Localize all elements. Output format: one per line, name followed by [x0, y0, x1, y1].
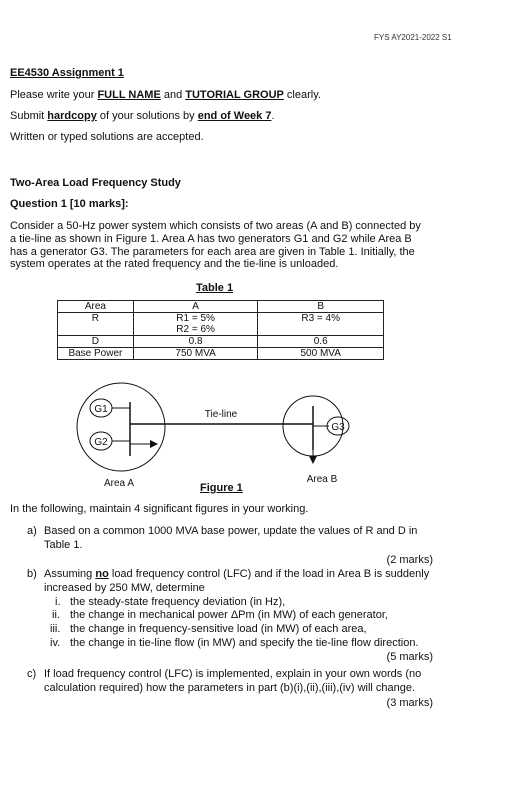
text: Assuming [44, 568, 96, 580]
table-row [58, 301, 384, 313]
part-a-line-1: Based on a common 1000 MVA base power, update the values of R and D in [44, 525, 418, 537]
instruction-significant-figures: In the following, maintain 4 significant figures in your working. [10, 503, 309, 515]
figure-caption: Figure 1 [200, 482, 243, 494]
instruction-line-3: Written or typed solutions are accepted. [10, 131, 204, 143]
part-b-item [52, 609, 388, 622]
item-text: the steady-state frequency deviation (in Hz), [70, 596, 286, 608]
table-cell: 750 MVA [133, 348, 258, 360]
emphasis-deadline: end of Week 7 [197, 110, 272, 122]
table-header-cell: Area [58, 301, 134, 313]
header-code: FYS AY2021-2022 S1 [374, 33, 452, 42]
area-a-circle [77, 383, 165, 471]
r2-value: R2 = 6% [176, 324, 215, 335]
part-b-line-2: increased by 250 MW, determine [44, 582, 205, 594]
table-cell: 0.6 [258, 336, 384, 348]
table-cell: Base Power [58, 348, 134, 360]
intro-line: system operates at the rated frequency and the tie-line is unloaded. [10, 258, 339, 271]
part-b-label: b) [27, 568, 37, 580]
emphasis-hardcopy: hardcopy [47, 110, 97, 122]
item-text: the change in mechanical power ΔPm (in MW) of each generator, [70, 609, 388, 621]
two-area-diagram [0, 380, 529, 500]
intro-line: has a generator G3. The parameters for each area are given in Table 1. Initially, the [10, 245, 415, 258]
table-cell: R [58, 313, 134, 336]
part-b-line-1 [44, 568, 429, 580]
intro-line: Consider a 50-Hz power system which consists of two areas (A and B) connected by [10, 220, 421, 232]
table-cell [133, 313, 258, 336]
table-row [58, 313, 384, 336]
part-b-marks: (5 marks) [386, 651, 433, 663]
item-text: the change in tie-line flow (in MW) and specify the tie-line flow direction. [70, 637, 419, 649]
item-text: the change in frequency-sensitive load (in MW) of each area, [70, 623, 367, 635]
part-a-line-2: Table 1. [44, 539, 83, 551]
item-number: iv. [50, 637, 61, 649]
item-number: ii. [52, 609, 60, 621]
text: Submit [10, 110, 48, 122]
question-intro [10, 220, 421, 271]
text: of your solutions by [96, 110, 198, 122]
text: load frequency control (LFC) and if the load in Area B is suddenly [108, 568, 430, 580]
area-b-load-arrow [309, 456, 317, 464]
item-number: i. [55, 596, 61, 608]
part-b-item [55, 596, 285, 609]
g2-label: G2 [94, 437, 108, 448]
item-number: iii. [50, 623, 61, 635]
assignment-title: EE4530 Assignment 1 [10, 67, 124, 79]
instruction-line-2 [10, 110, 275, 122]
part-c-marks: (3 marks) [386, 697, 433, 709]
part-c-line-1: If load frequency control (LFC) is implemented, explain in your own words (no [44, 668, 422, 680]
g3-label: G3 [331, 422, 345, 433]
parameter-table [57, 300, 384, 360]
part-a-marks: (2 marks) [386, 554, 433, 566]
part-b-item [50, 623, 367, 636]
instruction-line-1 [10, 89, 321, 101]
table-cell: D [58, 336, 134, 348]
tie-line-label: Tie-line [204, 409, 238, 420]
table-cell: R3 = 4% [258, 313, 384, 336]
intro-line: a tie-line as shown in Figure 1. Area A has two generators G1 and G2 while Area B [10, 232, 412, 245]
table-header-cell: B [258, 301, 384, 313]
r1-value: R1 = 5% [176, 313, 215, 324]
emphasis-no: no [95, 568, 109, 580]
emphasis-full-name: FULL NAME [97, 89, 161, 101]
text: clearly. [283, 89, 321, 101]
study-title: Two-Area Load Frequency Study [10, 177, 181, 189]
emphasis-tutorial-group: TUTORIAL GROUP [185, 89, 284, 101]
table-header-cell: A [133, 301, 258, 313]
area-a-label: Area A [103, 478, 135, 489]
table-row [58, 348, 384, 360]
text: Please write your [10, 89, 98, 101]
part-b-item [50, 637, 419, 650]
table-caption: Table 1 [196, 282, 234, 294]
table-cell: 0.8 [133, 336, 258, 348]
question-heading: Question 1 [10 marks]: [10, 198, 129, 210]
text: and [160, 89, 186, 101]
part-c-line-2: calculation required) how the parameters in part (b)(i),(ii),(iii),(iv) will change. [44, 682, 416, 694]
text: . [271, 110, 275, 122]
part-a-label: a) [27, 525, 37, 537]
area-a-load-arrow [150, 440, 158, 448]
g1-label: G1 [94, 404, 108, 415]
part-c-label: c) [27, 668, 37, 680]
table-cell: 500 MVA [258, 348, 384, 360]
area-b-label: Area B [306, 474, 338, 485]
table-row [58, 336, 384, 348]
